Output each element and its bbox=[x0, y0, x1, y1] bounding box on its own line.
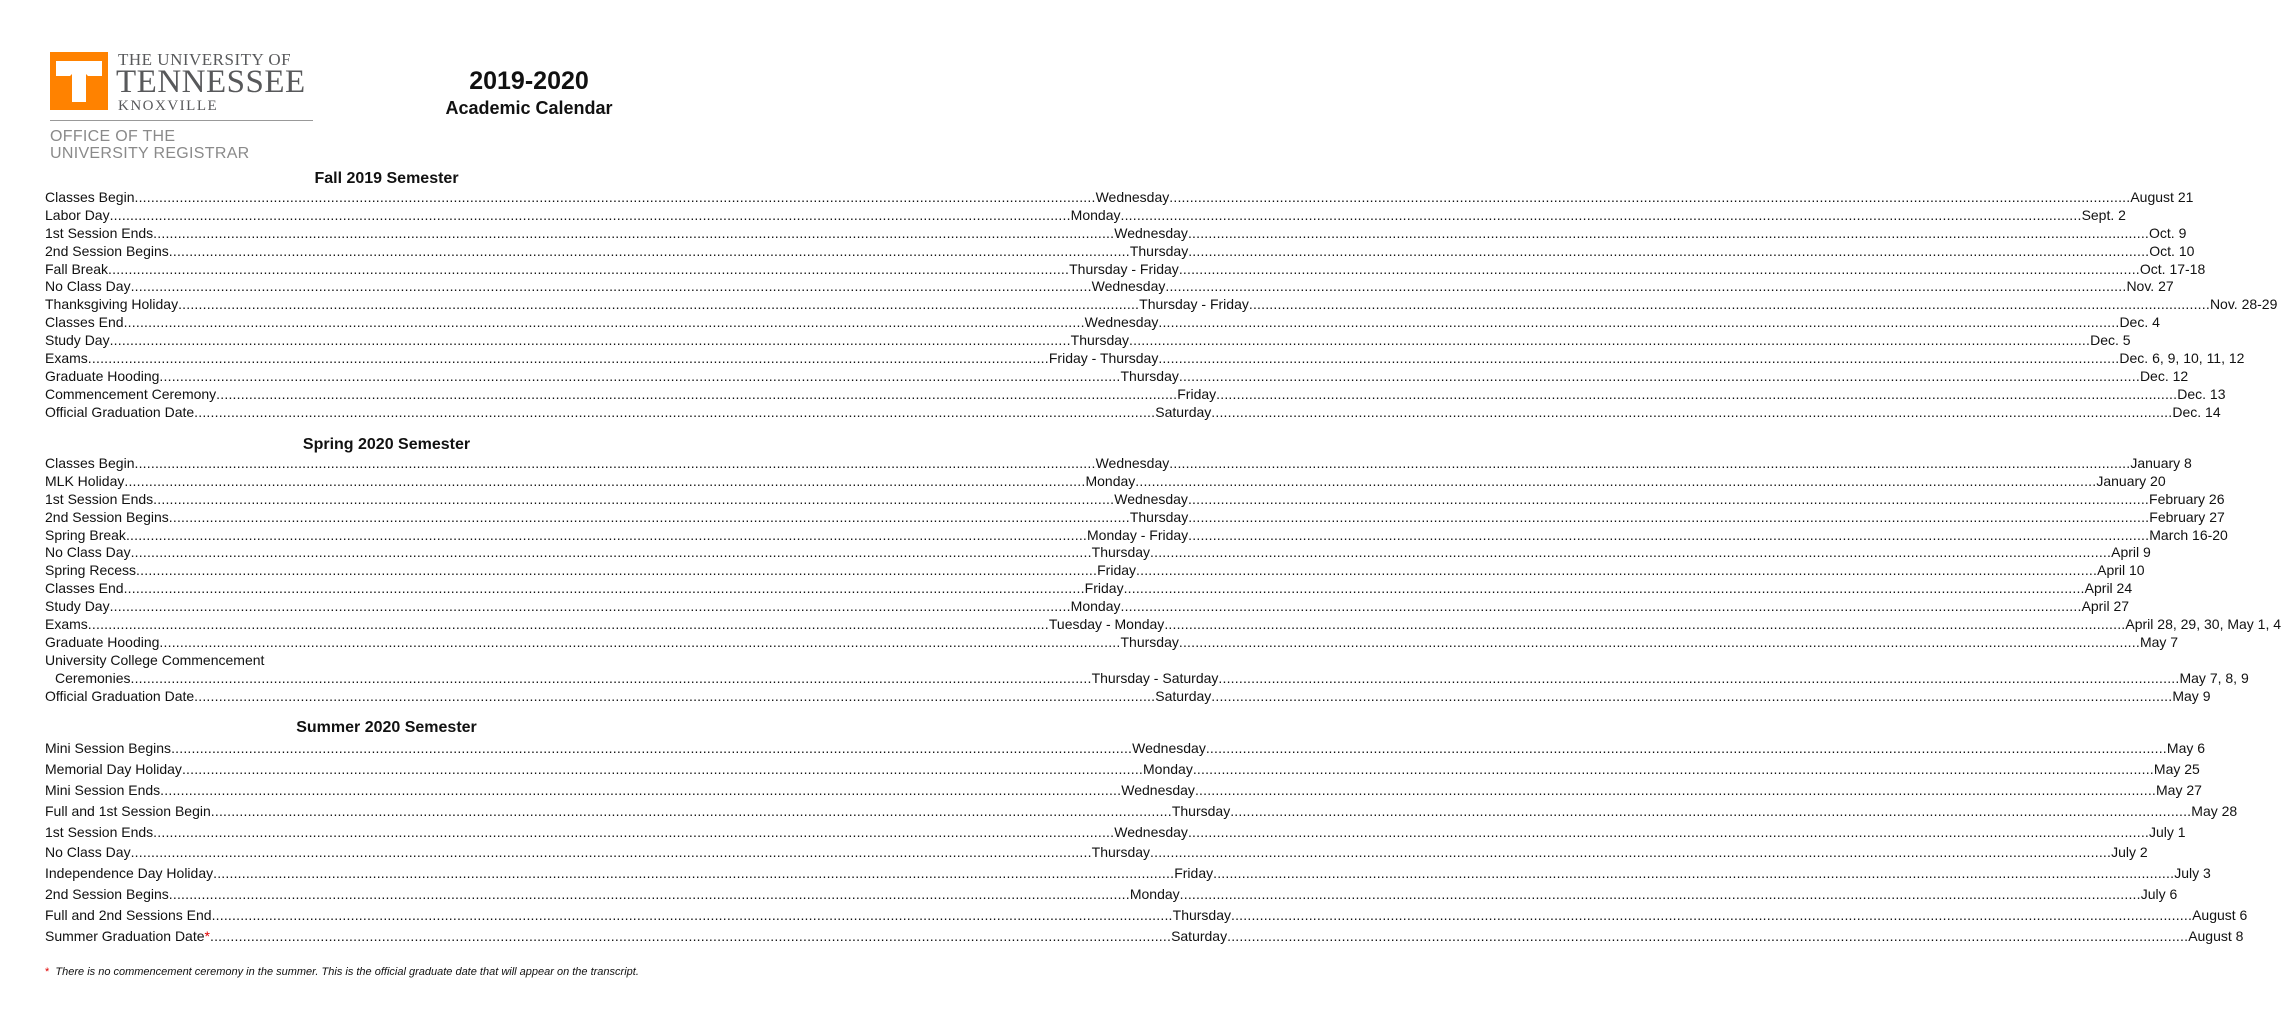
event-date: July 3 bbox=[2174, 865, 2211, 882]
event-date: March 16-20 bbox=[2149, 526, 2228, 543]
event-date: July 6 bbox=[2140, 886, 2178, 903]
calendar-row bbox=[45, 526, 2228, 545]
event-name: Classes Begin bbox=[45, 189, 135, 205]
event-name: Exams bbox=[45, 350, 88, 367]
calendar-row bbox=[45, 224, 2187, 243]
dot-leader bbox=[88, 616, 1049, 634]
event-date: Dec. 5 bbox=[2090, 332, 2131, 349]
event-date: July 2 bbox=[2111, 844, 2148, 861]
event-date: May 6 bbox=[2166, 740, 2206, 756]
dot-leader bbox=[1129, 332, 2090, 350]
calendar-row bbox=[45, 780, 2202, 801]
event-date: January 8 bbox=[2130, 455, 2192, 471]
event-date: April 27 bbox=[2081, 598, 2130, 615]
summer-semester-section bbox=[45, 718, 2248, 947]
event-date: August 21 bbox=[2130, 189, 2194, 205]
dot-leader bbox=[159, 368, 1120, 386]
dot-leader bbox=[1195, 780, 2156, 801]
dot-leader bbox=[1193, 759, 2154, 780]
dot-leader bbox=[135, 189, 1096, 207]
dot-leader bbox=[124, 580, 1085, 598]
dot-leader bbox=[153, 491, 1114, 509]
dot-leader bbox=[1249, 296, 2210, 314]
event-name: Classes End bbox=[45, 314, 124, 331]
event-day: Wednesday bbox=[1091, 278, 1166, 295]
event-name: Spring Break bbox=[45, 526, 126, 543]
event-day: Friday bbox=[1174, 865, 1214, 882]
event-day: Wednesday bbox=[1132, 740, 1206, 756]
event-date: May 9 bbox=[2172, 687, 2211, 704]
dot-leader bbox=[1158, 314, 2119, 332]
calendar-row bbox=[45, 633, 2179, 652]
dot-leader bbox=[210, 926, 1171, 947]
dot-leader bbox=[213, 863, 1174, 884]
dot-leader bbox=[1165, 278, 2126, 296]
event-date: Dec. 6, 9, 10, 11, 12 bbox=[2119, 350, 2245, 367]
event-name: Mini Session Ends bbox=[45, 781, 161, 798]
event-name: Summer Graduation Date bbox=[45, 928, 205, 945]
event-name: Mini Session Begins bbox=[45, 740, 172, 756]
fall-semester-section bbox=[45, 169, 2278, 422]
calendar-row bbox=[45, 385, 2226, 404]
event-day: Thursday - Saturday bbox=[1091, 669, 1219, 686]
dot-leader bbox=[1150, 842, 2111, 863]
dot-leader bbox=[169, 509, 1130, 527]
calendar-row bbox=[45, 350, 2245, 368]
dot-leader bbox=[1188, 225, 2149, 243]
event-name: Official Graduation Date bbox=[45, 687, 195, 704]
event-name: Commencement Ceremony bbox=[45, 385, 217, 402]
event-name: Exams bbox=[45, 616, 88, 633]
event-name: Independence Day Holiday bbox=[45, 865, 214, 882]
event-date: August 6 bbox=[2192, 907, 2248, 924]
dot-leader bbox=[1188, 491, 2149, 509]
event-day: Monday bbox=[1070, 206, 1121, 223]
logo-text-tennessee: TENNESSEE bbox=[116, 64, 306, 100]
calendar-row bbox=[45, 455, 2192, 473]
calendar-row bbox=[45, 842, 2148, 863]
calendar-row bbox=[45, 652, 718, 670]
event-day: Saturday bbox=[1155, 687, 1212, 704]
event-date: Nov. 28-29 bbox=[2209, 296, 2278, 313]
event-date: April 9 bbox=[2111, 544, 2151, 561]
event-day: Tuesday - Monday bbox=[1048, 616, 1165, 633]
event-day: Friday bbox=[1084, 580, 1124, 597]
calendar-row bbox=[45, 884, 2178, 905]
event-day: Wednesday bbox=[1114, 224, 1188, 241]
dot-leader bbox=[124, 473, 1085, 491]
event-date: August 8 bbox=[2188, 928, 2244, 945]
event-date: Dec. 12 bbox=[2139, 367, 2189, 384]
dot-leader bbox=[211, 801, 1172, 822]
event-name: Study Day bbox=[45, 332, 110, 349]
event-date: Oct. 9 bbox=[2149, 224, 2187, 241]
office-name-line1: OFFICE OF THE bbox=[50, 128, 176, 145]
dot-leader bbox=[212, 905, 1173, 926]
calendar-year: 2019-2020 bbox=[469, 67, 589, 95]
event-day: Friday bbox=[1097, 562, 1137, 579]
event-name: 2nd Session Begins bbox=[45, 886, 169, 903]
office-name-line2: UNIVERSITY REGISTRAR bbox=[50, 145, 250, 162]
dot-leader bbox=[131, 544, 1092, 562]
calendar-row bbox=[45, 669, 2249, 688]
logo-text-knoxville: KNOXVILLE bbox=[118, 98, 219, 114]
event-name: 1st Session Ends bbox=[45, 490, 154, 507]
event-day: Thursday bbox=[1091, 544, 1151, 561]
calendar-row bbox=[45, 801, 2238, 822]
dot-leader bbox=[1231, 905, 2192, 926]
footnote-marker: * bbox=[204, 928, 210, 945]
event-name: No Class Day bbox=[45, 844, 131, 861]
calendar-row bbox=[45, 332, 2131, 350]
footnote bbox=[45, 966, 735, 978]
dot-leader bbox=[88, 350, 1049, 368]
dot-leader bbox=[1218, 670, 2179, 688]
dot-leader bbox=[1124, 580, 2085, 598]
dot-leader bbox=[1158, 350, 2119, 368]
dot-leader bbox=[1164, 616, 2125, 634]
calendar-row bbox=[45, 472, 2166, 491]
dot-leader bbox=[108, 261, 1069, 279]
dot-leader bbox=[1227, 926, 2188, 947]
dot-leader bbox=[110, 207, 1071, 225]
event-name: Ceremonies bbox=[55, 669, 131, 686]
dot-leader bbox=[1179, 368, 2140, 386]
event-name: Memorial Day Holiday bbox=[45, 760, 182, 777]
event-date: May 27 bbox=[2156, 781, 2202, 798]
event-day: Friday - Thursday bbox=[1048, 350, 1159, 367]
event-name: No Class Day bbox=[45, 278, 131, 295]
event-day: Thursday bbox=[1091, 844, 1151, 861]
section-title: Spring 2020 Semester bbox=[302, 436, 471, 453]
event-day: Saturday bbox=[1155, 403, 1212, 420]
dot-leader bbox=[159, 634, 1120, 652]
event-day: Thursday bbox=[1120, 367, 1179, 384]
event-day: Thursday - Friday bbox=[1139, 296, 1249, 313]
event-name: Classes Begin bbox=[45, 455, 135, 471]
event-name: 2nd Session Begins bbox=[45, 508, 169, 525]
dot-leader bbox=[1136, 562, 2097, 580]
logo-divider bbox=[50, 120, 313, 121]
event-name: Full and 2nd Sessions End bbox=[45, 907, 212, 924]
dot-leader bbox=[130, 670, 1091, 688]
event-date: April 24 bbox=[2084, 580, 2133, 597]
dot-leader bbox=[1120, 207, 2081, 225]
dot-leader bbox=[1169, 455, 2130, 473]
calendar-row bbox=[45, 260, 2206, 279]
calendar-row bbox=[45, 189, 2194, 207]
dot-leader bbox=[153, 822, 1114, 843]
event-name: 1st Session Ends bbox=[45, 823, 154, 840]
event-day: Monday - Friday bbox=[1087, 526, 1189, 543]
dot-leader bbox=[1169, 189, 2130, 207]
dot-leader bbox=[110, 332, 1071, 350]
event-day: Monday bbox=[1070, 598, 1121, 615]
event-day: Thursday bbox=[1171, 802, 1231, 819]
event-day: Thursday bbox=[1120, 633, 1179, 650]
event-day: Wednesday bbox=[1095, 455, 1170, 471]
dot-leader bbox=[169, 884, 1130, 905]
logo-text-university-of: THE UNIVERSITY OF bbox=[118, 50, 292, 69]
event-day: Wednesday bbox=[1114, 823, 1188, 840]
event-date: Dec. 14 bbox=[2172, 403, 2221, 420]
event-name: Graduate Hooding bbox=[45, 633, 160, 650]
event-date: April 10 bbox=[2097, 562, 2145, 579]
dot-leader bbox=[136, 562, 1097, 580]
event-name: Fall Break bbox=[45, 260, 109, 277]
calendar-row bbox=[45, 403, 2221, 422]
event-date: May 28 bbox=[2191, 802, 2238, 819]
power-t-logo-icon bbox=[50, 52, 108, 110]
dot-leader bbox=[131, 842, 1092, 863]
calendar-row bbox=[45, 926, 2244, 947]
calendar-row bbox=[45, 490, 2225, 509]
event-date: Dec. 13 bbox=[2177, 385, 2226, 402]
event-day: Saturday bbox=[1171, 928, 1228, 945]
calendar-title: Academic Calendar bbox=[445, 98, 613, 118]
calendar-row bbox=[45, 544, 2151, 562]
event-name: Thanksgiving Holiday bbox=[45, 296, 179, 313]
dot-leader bbox=[1179, 634, 2140, 652]
calendar-row bbox=[45, 863, 2211, 884]
calendar-row bbox=[45, 242, 2195, 261]
dot-leader bbox=[131, 278, 1092, 296]
calendar-row bbox=[45, 296, 2278, 314]
event-day: Monday bbox=[1129, 886, 1180, 903]
footnote-marker: * bbox=[45, 966, 50, 978]
dot-leader bbox=[1188, 509, 2149, 527]
dot-leader bbox=[1213, 863, 2174, 884]
event-day: Monday bbox=[1143, 760, 1193, 777]
event-name: Full and 1st Session Begin bbox=[45, 802, 211, 819]
calendar-row bbox=[45, 905, 2248, 926]
event-name: Labor Day bbox=[45, 206, 110, 223]
event-date: February 26 bbox=[2149, 490, 2225, 507]
dot-leader bbox=[1150, 544, 2111, 562]
event-name: 2nd Session Begins bbox=[45, 242, 169, 259]
event-day: Wednesday bbox=[1095, 189, 1170, 205]
calendar-row bbox=[45, 367, 2189, 386]
footnote-text: There is no commencement ceremony in the summer. This is the official graduate date that will appear on the transcript. bbox=[55, 966, 639, 978]
dot-leader bbox=[1206, 738, 2167, 759]
event-day: Thursday bbox=[1129, 242, 1189, 259]
event-date: Dec. 4 bbox=[2119, 314, 2160, 331]
dot-leader bbox=[1188, 243, 2149, 261]
calendar-row bbox=[45, 759, 2200, 780]
event-name: MLK Holiday bbox=[45, 472, 125, 489]
dot-leader bbox=[124, 314, 1085, 332]
event-date: Sept. 2 bbox=[2081, 206, 2126, 223]
calendar-row bbox=[45, 598, 2130, 616]
dot-leader bbox=[153, 225, 1114, 243]
event-date: May 25 bbox=[2153, 760, 2200, 777]
event-day: Thursday - Friday bbox=[1069, 260, 1179, 277]
event-name: Graduate Hooding bbox=[45, 367, 160, 384]
dot-leader bbox=[194, 404, 1155, 422]
dot-leader bbox=[1179, 261, 2140, 279]
calendar-row bbox=[45, 822, 2186, 843]
calendar-row bbox=[45, 314, 2160, 332]
calendar-row bbox=[45, 687, 2211, 706]
calendar-row bbox=[45, 562, 2145, 580]
event-date: May 7 bbox=[2139, 633, 2179, 650]
event-date: July 1 bbox=[2149, 823, 2186, 840]
event-name: University College Commencement bbox=[45, 651, 265, 668]
event-name: Official Graduation Date bbox=[45, 403, 195, 420]
calendar-row bbox=[45, 580, 2133, 598]
dot-leader bbox=[1135, 473, 2096, 491]
university-logo bbox=[50, 50, 320, 170]
event-name: Spring Recess bbox=[45, 562, 137, 579]
dot-leader bbox=[1188, 527, 2149, 545]
event-day: Wednesday bbox=[1114, 490, 1188, 507]
event-date: Oct. 10 bbox=[2149, 242, 2195, 259]
dot-leader bbox=[194, 688, 1155, 706]
event-date: January 20 bbox=[2096, 472, 2166, 489]
spring-semester-section bbox=[45, 435, 2281, 705]
calendar-row bbox=[45, 616, 2281, 634]
event-date: Oct. 17-18 bbox=[2139, 260, 2206, 277]
dot-leader bbox=[1188, 822, 2149, 843]
event-name: Study Day bbox=[45, 598, 110, 615]
event-day: Friday bbox=[1177, 385, 1217, 402]
section-title: Fall 2019 Semester bbox=[314, 170, 459, 187]
dot-leader bbox=[182, 759, 1143, 780]
calendar-row bbox=[45, 278, 2174, 296]
event-name: 1st Session Ends bbox=[45, 224, 154, 241]
calendar-row bbox=[45, 738, 2206, 759]
dot-leader bbox=[178, 296, 1139, 314]
event-day: Monday bbox=[1085, 472, 1136, 489]
event-day: Wednesday bbox=[1121, 781, 1195, 798]
event-name: No Class Day bbox=[45, 544, 131, 561]
dot-leader bbox=[1211, 404, 2172, 422]
event-day: Thursday bbox=[1129, 508, 1189, 525]
event-day: Wednesday bbox=[1084, 314, 1159, 331]
dot-leader bbox=[160, 780, 1121, 801]
dot-leader bbox=[1180, 884, 2141, 905]
dot-leader bbox=[216, 386, 1177, 404]
event-day: Thursday bbox=[1172, 907, 1231, 924]
calendar-row bbox=[45, 206, 2126, 225]
event-date: April 28, 29, 30, May 1, 4 bbox=[2125, 616, 2281, 633]
calendar-row bbox=[45, 508, 2225, 527]
event-date: February 27 bbox=[2149, 508, 2225, 525]
event-date: Nov. 27 bbox=[2126, 278, 2174, 295]
event-date: May 7, 8, 9 bbox=[2179, 669, 2249, 686]
dot-leader bbox=[1211, 688, 2172, 706]
event-name: Classes End bbox=[45, 580, 124, 597]
dot-leader bbox=[1120, 598, 2081, 616]
dot-leader bbox=[135, 455, 1096, 473]
dot-leader bbox=[1230, 801, 2191, 822]
dot-leader bbox=[169, 243, 1130, 261]
event-day: Thursday bbox=[1070, 332, 1130, 349]
dot-leader bbox=[171, 738, 1132, 759]
dot-leader bbox=[126, 527, 1087, 545]
dot-leader bbox=[1216, 386, 2177, 404]
dot-leader bbox=[110, 598, 1071, 616]
section-title: Summer 2020 Semester bbox=[296, 719, 477, 736]
